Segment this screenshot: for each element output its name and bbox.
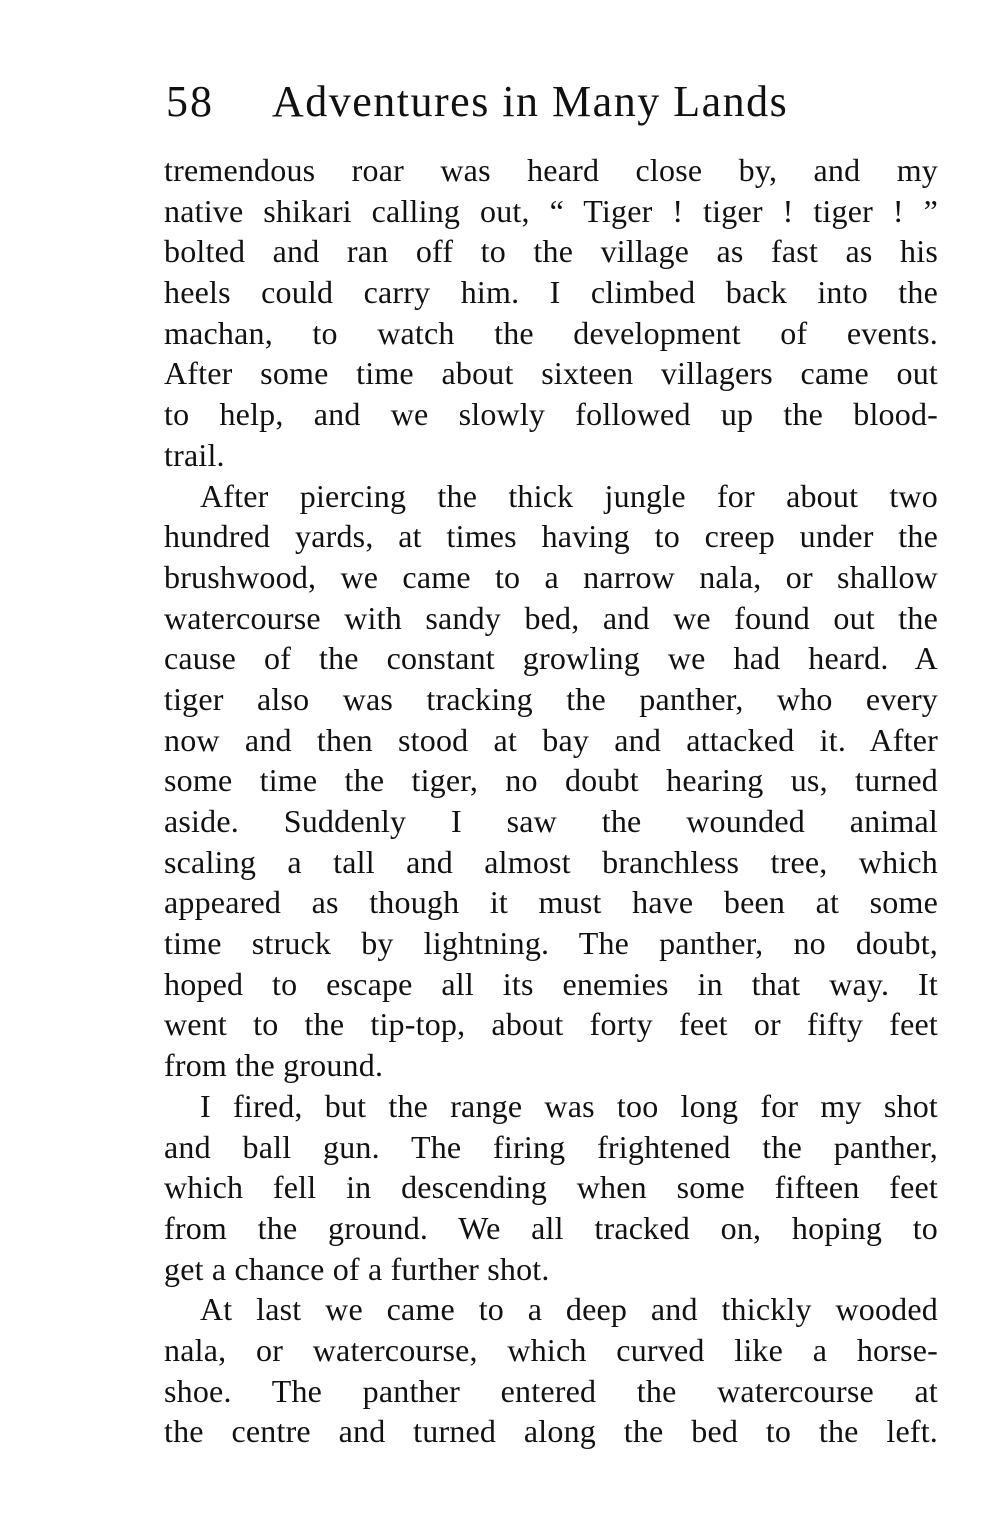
running-head	[166, 76, 896, 136]
text-line: nala, or watercourse, which curved like a horse-	[164, 1331, 938, 1368]
text-line: brushwood, we came to a narrow nala, or shallow	[164, 558, 938, 595]
text-line: appeared as though it must have been at some	[164, 884, 938, 921]
text-line: from the ground. We all tracked on, hoping to	[164, 1209, 938, 1246]
text-line: went to the tip-top, about forty feet or fifty feet	[164, 1006, 938, 1043]
text-line: hoped to escape all its enemies in that way. It	[164, 965, 938, 1002]
text-line: aside. Suddenly I saw the wounded animal	[164, 803, 938, 839]
text-line: heels could carry him. I climbed back into the	[164, 274, 938, 311]
text-line: get a chance of a further shot.	[164, 1250, 550, 1287]
text-line: native shikari calling out, “ Tiger ! tiger ! tiger ! ”	[164, 192, 938, 229]
text-line: cause of the constant growling we had heard. A	[164, 640, 938, 677]
text-line: trail.	[164, 436, 225, 473]
paragraph-first-line: After piercing the thick jungle for about two	[200, 477, 938, 514]
text-line: machan, to watch the development of events.	[164, 314, 938, 351]
text-line: now and then stood at bay and attacked it. After	[164, 721, 938, 758]
body-text	[164, 150, 938, 1452]
text-line: bolted and ran off to the village as fast as his	[164, 233, 938, 270]
paragraph-first-line: I fired, but the range was too long for my shot	[200, 1087, 938, 1124]
text-line: and ball gun. The firing frightened the panther,	[164, 1128, 938, 1165]
text-line: the centre and turned along the bed to the left.	[164, 1413, 938, 1450]
text-line: some time the tiger, no doubt hearing us, turned	[164, 762, 938, 799]
text-line: which fell in descending when some fifteen feet	[164, 1169, 938, 1206]
paragraph-first-line: At last we came to a deep and thickly wooded	[200, 1291, 938, 1328]
text-line: hundred yards, at times having to creep under the	[164, 518, 938, 555]
text-line: After some time about sixteen villagers came out	[164, 355, 938, 392]
text-line: to help, and we slowly followed up the blood-	[164, 396, 938, 433]
text-line: shoe. The panther entered the watercourse at	[164, 1372, 938, 1409]
text-line: from the ground.	[164, 1047, 384, 1084]
text-line: scaling a tall and almost branchless tree, which	[164, 843, 938, 880]
text-line: watercourse with sandy bed, and we found out the	[164, 599, 938, 636]
text-line: time struck by lightning. The panther, no doubt,	[164, 925, 938, 962]
text-line: tremendous roar was heard close by, and my	[164, 152, 938, 188]
book-title: Adventures in Many Lands	[272, 77, 789, 126]
page-number: 58	[166, 77, 214, 126]
text-line: tiger also was tracking the panther, who every	[164, 680, 938, 717]
